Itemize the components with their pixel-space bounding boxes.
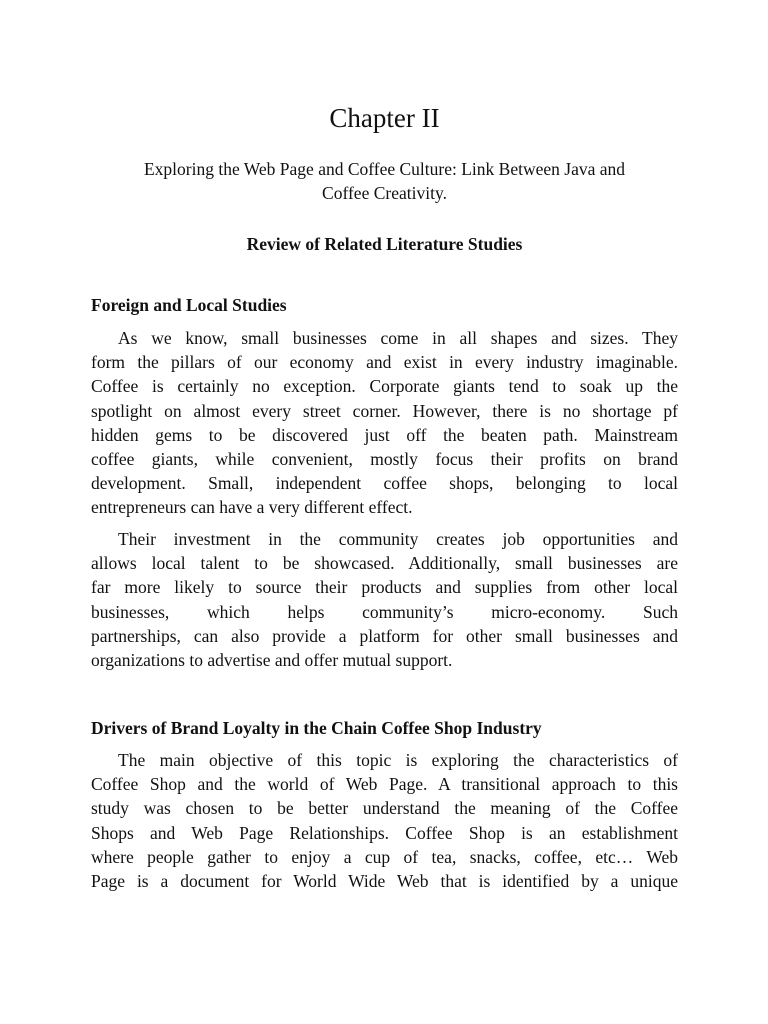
text-line: The main objective of this topic is exploring the characteristics of (118, 750, 678, 770)
text-line: entrepreneurs can have a very different effect. (91, 497, 413, 518)
paragraph (91, 326, 678, 520)
text-line: Coffee is certainly no exception. Corporate giants tend to soak up the (91, 376, 678, 397)
text-line: coffee giants, while convenient, mostly focus their profits on brand (91, 448, 678, 469)
text-line: businesses, which helps community’s micro-economy. Such (91, 601, 678, 622)
text-line: organizations to advertise and offer mutual support. (91, 649, 453, 670)
text-line: Page is a document for World Wide Web that is identified by a unique (91, 870, 678, 891)
text-line: Their investment in the community creates job opportunities and (118, 529, 678, 549)
text-line: hidden gems to be discovered just off the beaten path. Mainstream (91, 424, 678, 445)
text-line: Shops and Web Page Relationships. Coffee Shop is an establishment (91, 822, 678, 843)
text-line: allows local talent to be showcased. Additionally, small businesses are (91, 553, 678, 574)
paragraph (91, 748, 678, 893)
text-line: Coffee Shop and the world of Web Page. A transitional approach to this (91, 774, 678, 795)
section-heading-brand-loyalty: Drivers of Brand Loyalty in the Chain Coffee Shop Industry (91, 718, 542, 738)
text-line: form the pillars of our economy and exist in every industry imaginable. (91, 352, 678, 373)
text-line: study was chosen to be better understand the meaning of the Coffee (91, 798, 678, 819)
text-line: spotlight on almost every street corner. However, there is no shortage pf (91, 400, 678, 421)
chapter-title: Chapter II (329, 103, 440, 133)
text-line: far more likely to source their products and supplies from other local (91, 577, 678, 598)
subtitle-line: Exploring the Web Page and Coffee Culture: Link Between Java and (143, 159, 625, 179)
text-line: where people gather to enjoy a cup of tea, snacks, coffee, etc… Web (91, 846, 678, 867)
text-line: development. Small, independent coffee shops, belonging to local (91, 473, 678, 494)
section-heading-foreign-local: Foreign and Local Studies (91, 295, 287, 315)
review-heading: Review of Related Literature Studies (246, 234, 523, 254)
chapter-subtitle (91, 157, 678, 205)
text-line: partnerships, can also provide a platform for other small businesses and (91, 625, 678, 646)
text-line: As we know, small businesses come in all shapes and sizes. They (118, 328, 678, 348)
paragraph (91, 527, 678, 672)
subtitle-line: Coffee Creativity. (322, 183, 447, 203)
